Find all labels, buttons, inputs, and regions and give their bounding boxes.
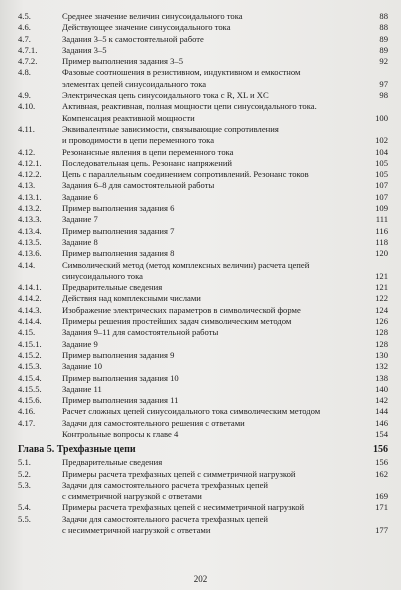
- toc-entry-number: 4.7.2.: [18, 56, 38, 67]
- toc-entry-title-line: Задание 11: [62, 383, 102, 394]
- toc-entry-page: 111: [375, 214, 388, 225]
- toc-entry-title: [62, 480, 360, 503]
- toc-entry-title-line: Контрольные вопросы к главе 4: [62, 428, 179, 439]
- toc-entry-title-line: Расчет сложных цепей синусоидального тока символическим методом: [62, 406, 321, 417]
- toc-entry-page: 105: [375, 169, 388, 180]
- toc-entry-number: 4.6.: [18, 22, 31, 33]
- toc-entry-page: 169: [375, 491, 388, 502]
- toc-entry-title-line: Действующее значение синусоидального тока: [62, 22, 231, 33]
- toc-entry-title-line: Задания 9–11 для самостоятельной работы: [62, 327, 219, 338]
- toc-entry: [18, 339, 388, 350]
- toc-entry-title: [62, 158, 360, 169]
- toc-entry-title-line: Пример выполнения задания 9: [62, 349, 175, 360]
- toc-entry-title-line: с несимметричной нагрузкой с ответами: [62, 525, 211, 536]
- toc-entry-title-line: Изображение электрических параметров в символической форме: [62, 304, 301, 315]
- toc-entry-title: [62, 469, 360, 480]
- toc-entry-number: 5.2.: [18, 468, 31, 479]
- toc-entry-title-line: Пример выполнения задания 8: [62, 248, 175, 259]
- toc-entry-title: [62, 56, 360, 67]
- toc-entry-number: 4.16.: [18, 406, 36, 417]
- toc-entry: [18, 248, 388, 259]
- toc-entry-title: [62, 293, 360, 304]
- toc-entry-page: 89: [379, 33, 388, 44]
- toc-entry-title: [62, 11, 360, 22]
- toc-entry-title-line: элементах цепей синусоидального тока: [62, 78, 207, 89]
- chapter-heading: [18, 443, 388, 457]
- toc-entry-page: 122: [375, 293, 388, 304]
- toc-entry-number: 4.13.: [18, 180, 36, 191]
- toc-entry-number: 4.8.: [18, 67, 31, 78]
- toc-entry-number: 5.5.: [18, 513, 31, 524]
- toc-entry: [18, 514, 388, 537]
- toc-entry: [18, 260, 388, 283]
- toc-entry-title-line: Символический метод (метод комплексных величин) расчета цепей: [62, 259, 310, 270]
- toc-entry-title: [62, 192, 360, 203]
- toc-entry-page: 88: [379, 11, 388, 21]
- toc-entry: [18, 361, 388, 372]
- toc-entry-title-line: Действия над комплексными числами: [62, 293, 201, 304]
- toc-entry-page: 156: [375, 457, 388, 468]
- toc-entry-number: 4.12.: [18, 146, 36, 157]
- toc-entry-title-line: Среднее значение величин синусоидального тока: [62, 11, 243, 21]
- toc-entry-title-line: Примеры расчета трехфазных цепей с симметричной нагрузкой: [62, 468, 296, 479]
- toc-entry-page: 140: [375, 383, 388, 394]
- toc-entry-title: [62, 350, 360, 361]
- toc-entry-title-line: Цепь с параллельным соединением сопротивлений. Резонанс токов: [62, 169, 309, 180]
- toc-entry-title-line: Предварительные сведения: [62, 457, 163, 468]
- toc-entry-title-line: Предварительные сведения: [62, 282, 163, 293]
- toc-entry-title-line: Задачи для самостоятельного расчета трехфазных цепей: [62, 479, 269, 490]
- toc-entry-page: 104: [375, 146, 388, 157]
- toc-entry-page: 128: [375, 338, 388, 349]
- toc-entry-number: 4.14.1.: [18, 282, 42, 293]
- toc-entry-title: [62, 305, 360, 316]
- toc-entry-page: 102: [375, 135, 388, 146]
- toc-entry-page: 132: [375, 361, 388, 372]
- toc-entry-number: 4.15.: [18, 327, 36, 338]
- toc-entry: [18, 90, 388, 101]
- toc-entry: [18, 45, 388, 56]
- toc-entry-page: 89: [379, 44, 388, 55]
- toc-entry: [18, 226, 388, 237]
- toc-entry-title-line: Эквивалентные зависимости, связывающие сопротивления: [62, 123, 279, 134]
- toc-entry-page: 92: [379, 56, 388, 67]
- toc-entry-title-line: Последовательная цепь. Резонанс напряжений: [62, 157, 233, 168]
- toc-entry-title-line: синусоидального тока: [62, 270, 143, 281]
- toc-entry-title: [62, 327, 360, 338]
- toc-entry-number: 4.7.1.: [18, 44, 38, 55]
- toc-entry-page: 97: [379, 78, 388, 89]
- toc-entry-page: 118: [375, 236, 388, 247]
- toc-entry: [18, 67, 388, 90]
- toc-entry-page: 120: [375, 248, 388, 259]
- toc-entry-title: [62, 214, 360, 225]
- toc-entry-page: 124: [375, 304, 388, 315]
- toc-entry-number: 4.13.2.: [18, 203, 42, 214]
- toc-entry-number: 4.11.: [18, 123, 35, 134]
- toc-entry-title: [62, 502, 360, 513]
- toc-entry-title-line: Пример выполнения задания 7: [62, 225, 175, 236]
- toc-entry-title: [62, 237, 360, 248]
- toc-entry-number: 5.1.: [18, 457, 31, 468]
- toc-entry-number: 5.4.: [18, 502, 31, 513]
- toc-entry: [18, 327, 388, 338]
- toc-entry-title: [62, 260, 360, 283]
- toc-entry-number: 4.17.: [18, 417, 36, 428]
- toc-entry-title-line: Фазовые соотношения в резистивном, индуктивном и емкостном: [62, 67, 301, 78]
- toc-entry-title: [62, 395, 360, 406]
- toc-entry-number: 4.15.5.: [18, 383, 42, 394]
- toc-entry: [18, 406, 388, 417]
- toc-entry-title-line: Задание 9: [62, 338, 98, 349]
- toc-entry: [18, 124, 388, 147]
- toc-entry-page: 121: [375, 270, 388, 281]
- toc-entry: [18, 11, 388, 22]
- toc-entry-page: 109: [375, 203, 388, 214]
- toc-entry-title: [62, 373, 360, 384]
- toc-entry-page: 107: [375, 191, 388, 202]
- toc-entry-title: [62, 514, 360, 537]
- toc-entry: [18, 373, 388, 384]
- toc-entry-number: 4.7.: [18, 33, 31, 44]
- toc-entry-title-line: Примеры расчета трехфазных цепей с несимметричной нагрузкой: [62, 502, 305, 513]
- toc-entry-title-line: Примеры решения простейших задач символическим методом: [62, 316, 292, 327]
- toc-entry-title-line: Задание 6: [62, 191, 98, 202]
- toc-entry-title-line: Резонансные явления в цепи переменного тока: [62, 146, 234, 157]
- toc-entry: [18, 147, 388, 158]
- toc-entry-title-line: и проводимости в цепи переменного тока: [62, 135, 215, 146]
- toc-entry-title: [62, 22, 360, 33]
- toc-entry-title: [62, 147, 360, 158]
- toc-entry-number: 4.13.4.: [18, 225, 42, 236]
- toc-entry-title-line: Задания 3–5: [62, 44, 107, 55]
- toc-entry-number: 4.15.1.: [18, 338, 42, 349]
- toc-entry-title: [62, 384, 360, 395]
- toc-entry-title-line: Задание 7: [62, 214, 98, 225]
- toc-entry: [18, 350, 388, 361]
- toc-entry-title: [62, 226, 360, 237]
- toc-entry: [18, 457, 388, 468]
- toc-entry: [18, 480, 388, 503]
- toc-entry-number: 4.14.4.: [18, 316, 42, 327]
- toc-entry: [18, 469, 388, 480]
- page-number: 202: [193, 574, 208, 584]
- toc-entry-number: 4.15.6.: [18, 395, 42, 406]
- toc-entry: [18, 169, 388, 180]
- toc-entry-title: [62, 282, 360, 293]
- toc-entry: [18, 502, 388, 513]
- toc-entry-title: [62, 339, 360, 350]
- toc-entry-title: [62, 429, 360, 440]
- toc-entry-page: 146: [375, 417, 388, 428]
- toc-entry: [18, 192, 388, 203]
- toc-entry-number: 4.14.2.: [18, 293, 42, 304]
- toc-entry-title-line: Задание 10: [62, 361, 103, 372]
- toc-entry-title: [62, 34, 360, 45]
- toc-entry-page: 88: [379, 22, 388, 33]
- toc-entry: [18, 418, 388, 429]
- toc-entry: [18, 395, 388, 406]
- toc-entry: [18, 305, 388, 316]
- toc-entry-title: [62, 180, 360, 191]
- toc-entry-page: 138: [375, 372, 388, 383]
- toc-entry: [18, 293, 388, 304]
- toc-entry: [18, 237, 388, 248]
- toc-entry-page: 177: [375, 525, 388, 536]
- toc-entry-page: 100: [375, 112, 388, 123]
- toc-entry-page: 162: [375, 468, 388, 479]
- toc-entry: [18, 214, 388, 225]
- toc-entry-page: 154: [375, 428, 388, 439]
- toc-entry-title-line: Пример выполнения задания 3–5: [62, 56, 184, 67]
- toc-entry-number: 4.12.1.: [18, 157, 42, 168]
- toc-entry-title: [62, 45, 360, 56]
- toc-entry-title: [62, 248, 360, 259]
- toc-entry-number: 4.13.1.: [18, 191, 42, 202]
- chapter-title: Глава 5. Трехфазные цепи: [18, 444, 136, 456]
- toc-entry-number: 4.14.3.: [18, 304, 42, 315]
- toc-entry-page: 171: [375, 502, 388, 513]
- toc-entry-title: [62, 169, 360, 180]
- toc-entry-page: 128: [375, 327, 388, 338]
- toc-entry-number: 4.9.: [18, 90, 31, 101]
- toc-entry-number: 4.13.3.: [18, 214, 42, 225]
- toc-entry-title: [62, 67, 360, 90]
- toc-entry: [18, 203, 388, 214]
- toc-entry-page: 144: [375, 406, 388, 417]
- toc-entry-number: 4.10.: [18, 101, 36, 112]
- toc-entry: [18, 22, 388, 33]
- toc-entry-page: 116: [375, 225, 388, 236]
- toc-entry-number: 5.3.: [18, 479, 31, 490]
- toc-entry: [18, 316, 388, 327]
- toc-entry-title-line: Компенсация реактивной мощности: [62, 112, 195, 123]
- toc-entry-title: [62, 418, 360, 429]
- toc-entry: [18, 56, 388, 67]
- toc-entry-title: [62, 361, 360, 372]
- toc-entry-title-line: Задания 3–5 к самостоятельной работе: [62, 33, 204, 44]
- toc-entry-page: 107: [375, 180, 388, 191]
- toc-entry-number: 4.15.4.: [18, 372, 42, 383]
- toc-entry-title: [62, 203, 360, 214]
- toc-entry-page: 130: [375, 349, 388, 360]
- toc-entry-title-line: Электрическая цепь синусоидального тока с R, XL и XC: [62, 90, 269, 101]
- toc-entry: [18, 101, 388, 124]
- toc-entry-number: 4.15.2.: [18, 349, 42, 360]
- toc-entry-number: 4.15.3.: [18, 361, 42, 372]
- toc-entry-title-line: Активная, реактивная, полная мощности цепи синусоидального тока.: [62, 101, 317, 112]
- toc-entry-title-line: Пример выполнения задания 10: [62, 372, 179, 383]
- toc-entry-title-line: Пример выполнения задания 6: [62, 203, 175, 214]
- toc-entry-title-line: Задачи для самостоятельного расчета трехфазных цепей: [62, 513, 269, 524]
- toc-entry-title: [62, 406, 360, 417]
- toc-entry-title: [62, 101, 360, 124]
- toc-entry-title-line: Пример выполнения задания 11: [62, 395, 179, 406]
- toc-entry-page: 121: [375, 282, 388, 293]
- toc-entry-title: [62, 457, 360, 468]
- chapter-page: 156: [373, 444, 388, 456]
- toc-entry-title-line: Задание 8: [62, 236, 98, 247]
- toc-entry: [18, 384, 388, 395]
- toc-entry-title: [62, 316, 360, 327]
- table-of-contents: [18, 11, 388, 536]
- toc-entry-page: 142: [375, 395, 388, 406]
- toc-entry-title: [62, 90, 360, 101]
- toc-entry-number: 4.5.: [18, 11, 31, 21]
- toc-entry-number: 4.13.5.: [18, 236, 42, 247]
- toc-entry: [18, 34, 388, 45]
- toc-entry-title-line: с симметричной нагрузкой с ответами: [62, 491, 202, 502]
- toc-entry-page: 105: [375, 157, 388, 168]
- toc-entry-number: 4.14.: [18, 259, 36, 270]
- toc-entry: [18, 282, 388, 293]
- toc-entry-title-line: Задачи для самостоятельного решения с ответами: [62, 417, 245, 428]
- toc-entry-page: 98: [379, 90, 388, 101]
- toc-entry-title: [62, 124, 360, 147]
- toc-entry-number: 4.12.2.: [18, 169, 42, 180]
- toc-entry-number: 4.13.6.: [18, 248, 42, 259]
- toc-entry: [18, 158, 388, 169]
- toc-entry: [18, 180, 388, 191]
- toc-entry-page: 126: [375, 316, 388, 327]
- toc-entry-title-line: Задания 6–8 для самостоятельной работы: [62, 180, 215, 191]
- toc-entry: [18, 429, 388, 440]
